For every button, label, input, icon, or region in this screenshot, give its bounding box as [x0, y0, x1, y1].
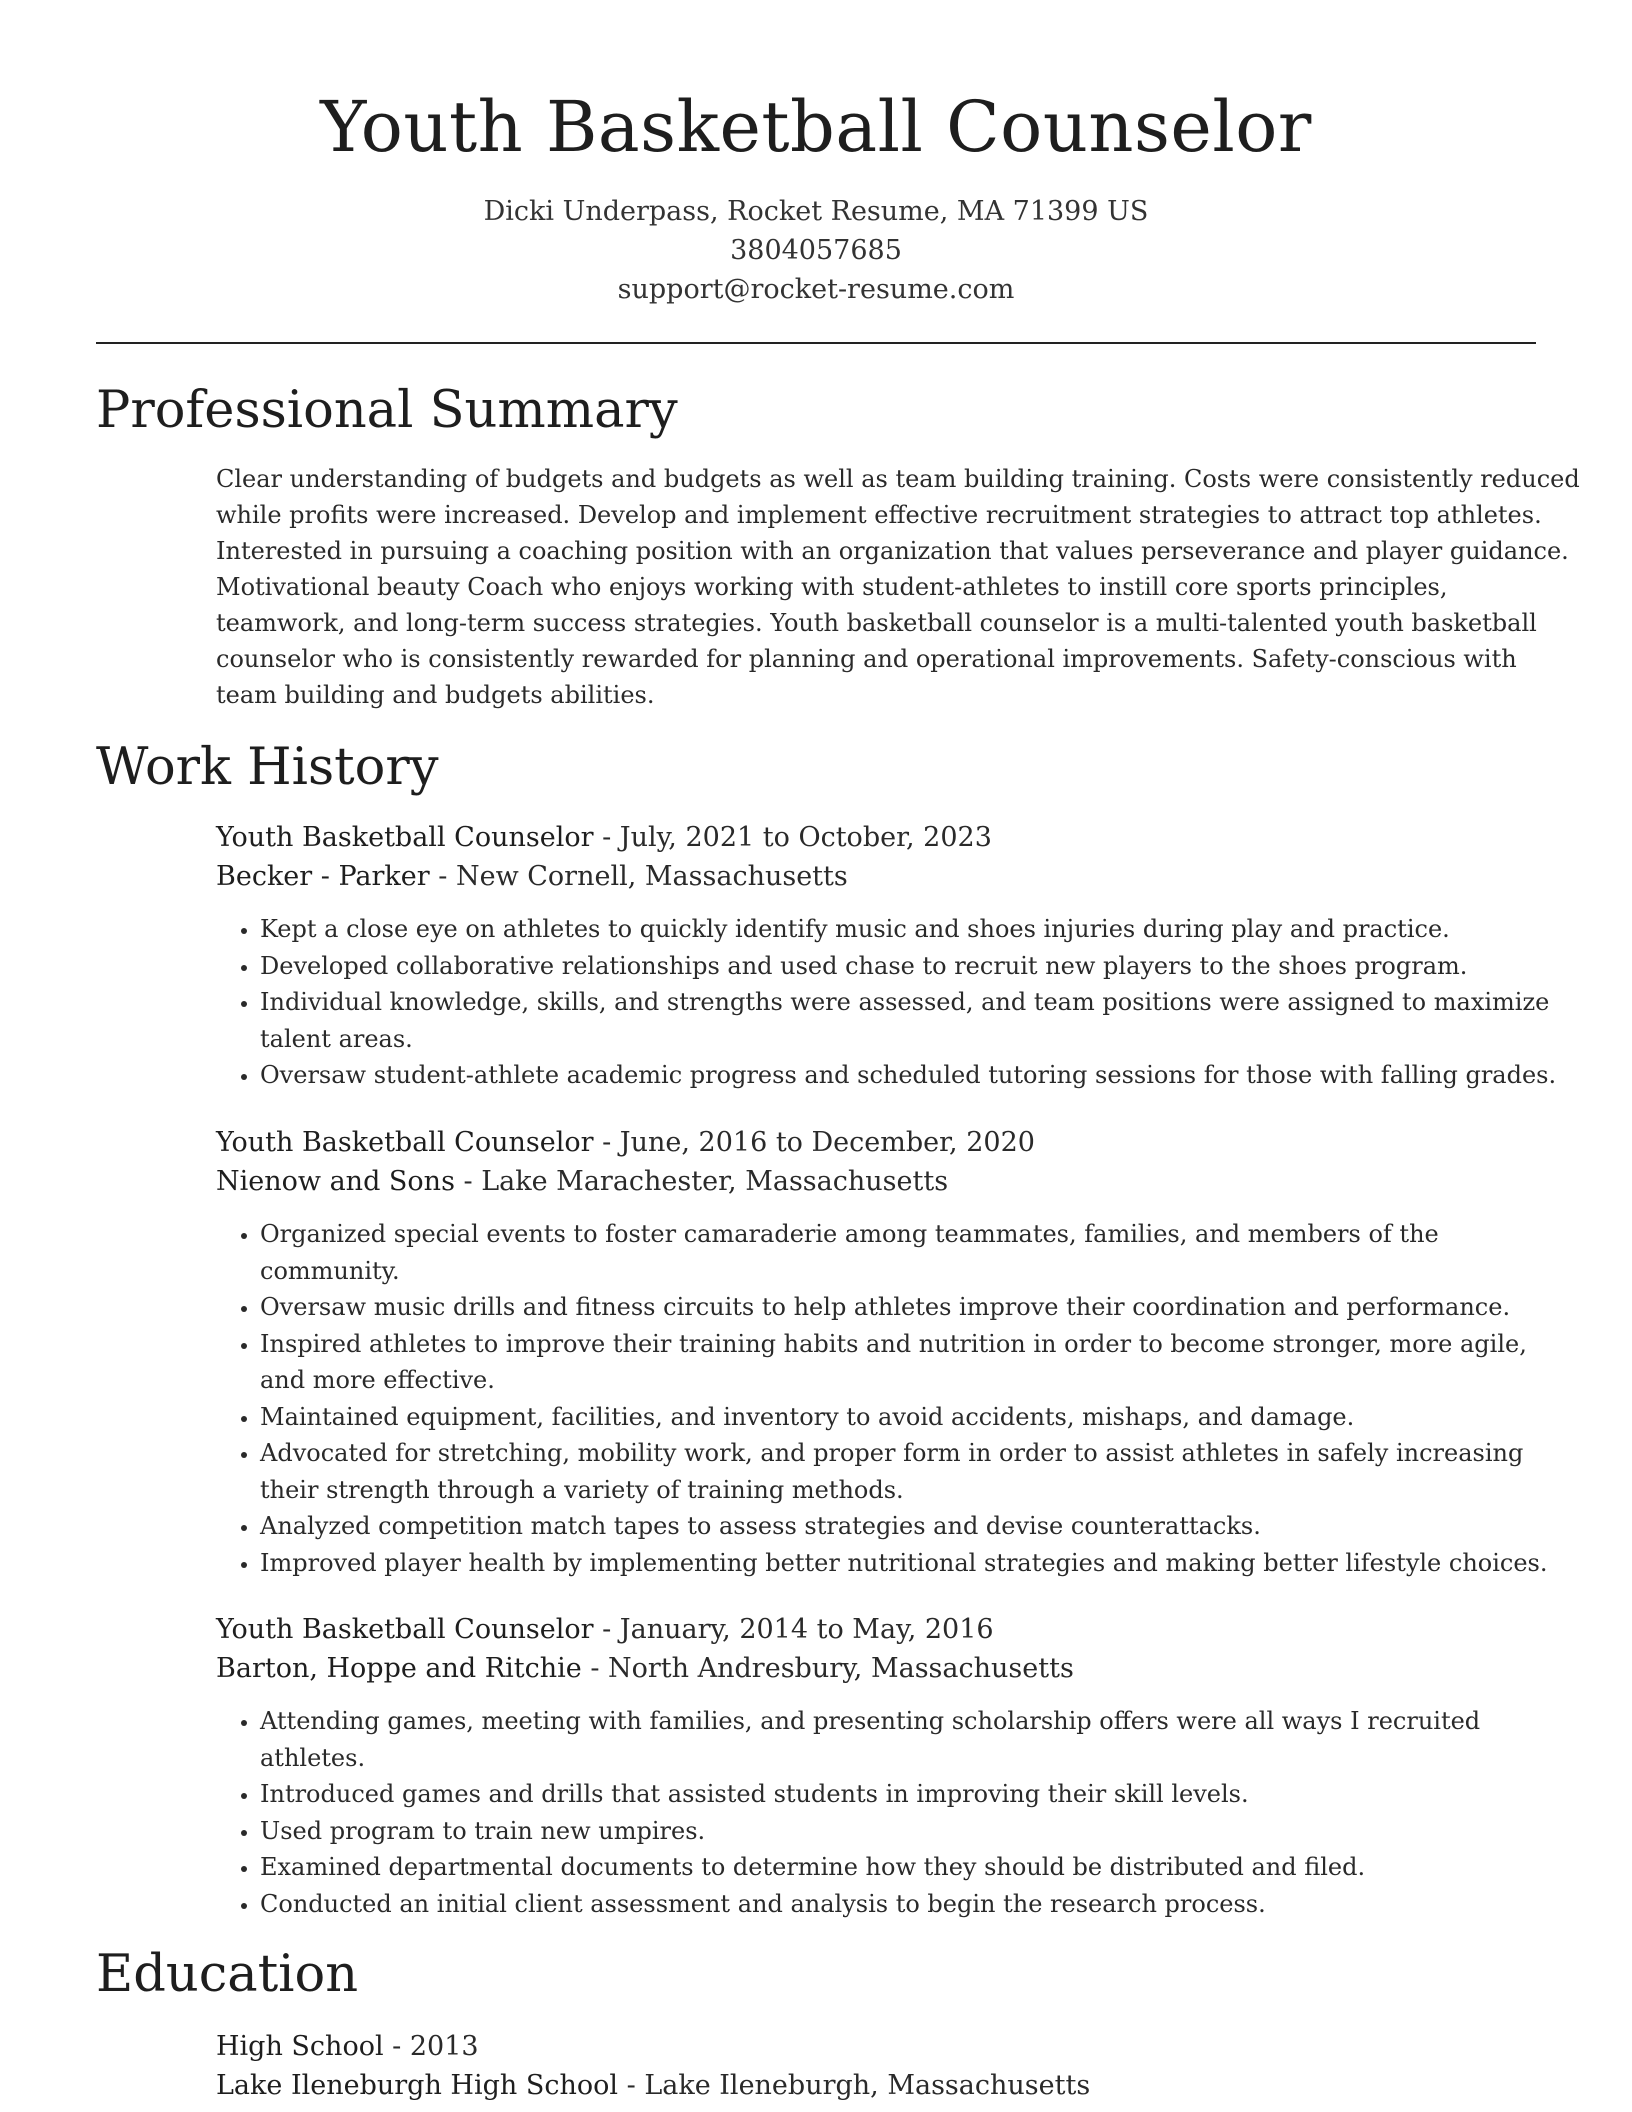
education-degree: High School	[216, 2031, 384, 2062]
summary-line: teamwork, and long-term success strategies. Youth basketball counselor is a multi-talented youth basketball	[216, 609, 1537, 637]
bullet-text: athletes.	[260, 1743, 366, 1772]
job-company: Becker - Parker	[216, 861, 430, 892]
job-title-line	[216, 818, 1551, 857]
job-bullet	[260, 1435, 1551, 1508]
job-dates: - January, 2014 to May, 2016	[593, 1614, 994, 1645]
bullet-text: • Used program to train new umpires.	[260, 1816, 706, 1845]
job-company-line	[216, 857, 1551, 896]
work-history-heading: Work History	[96, 738, 439, 797]
bullet-text: • Organized special events to foster camaraderie among teammates, families, and members of the	[260, 1220, 1439, 1248]
job-bullet	[260, 1776, 1551, 1813]
job-bullet	[260, 1216, 1551, 1289]
contact-block	[0, 192, 1632, 309]
job-bullet	[260, 1508, 1551, 1545]
education-year: - 2013	[383, 2031, 479, 2062]
job-bullet	[260, 984, 1551, 1057]
summary-heading: Professional Summary	[96, 381, 678, 440]
bullet-text: • Kept a close eye on athletes to quickly identify music and shoes injuries during play and practice.	[260, 915, 1450, 943]
summary-line: Clear understanding of budgets and budgets as well as team building training. Costs were consistently reduced	[216, 465, 1580, 493]
job-bullet	[260, 1399, 1551, 1436]
bullet-text: • Conducted an initial client assessment and analysis to begin the research process.	[260, 1889, 1266, 1918]
education-entry	[216, 2027, 1551, 2105]
bullet-text: • Introduced games and drills that assisted students in improving their skill levels.	[260, 1780, 1249, 1808]
job-title-line	[216, 1610, 1551, 1649]
education-degree-line	[216, 2027, 1551, 2066]
job-title: Youth Basketball Counselor	[216, 1614, 594, 1645]
bullet-text: • Attending games, meeting with families, and presenting scholarship offers were all ways I recruited	[260, 1707, 1481, 1735]
education-heading: Education	[96, 1945, 359, 2004]
bullet-text: • Maintained equipment, facilities, and inventory to avoid accidents, mishaps, and damage.	[260, 1402, 1355, 1431]
bullet-text: • Improved player health by implementing better nutritional strategies and making better lifestyle choices.	[260, 1548, 1548, 1577]
bullet-text: community.	[260, 1256, 400, 1285]
summary-line: counselor who is consistently rewarded for planning and operational improvements. Safety-conscious with	[216, 645, 1517, 673]
job-bullet	[260, 911, 1551, 948]
job-bullet	[260, 1813, 1551, 1850]
bullet-text: • Individual knowledge, skills, and strengths were assessed, and team positions were assigned to maximize	[260, 988, 1550, 1016]
header-divider	[96, 342, 1536, 344]
bullet-text: • Oversaw music drills and fitness circuits to help athletes improve their coordination and performance.	[260, 1293, 1511, 1321]
job-bullet	[260, 1886, 1551, 1923]
job-company-line	[216, 1649, 1551, 1688]
bullet-text: • Developed collaborative relationships and used chase to recruit new players to the shoes program.	[260, 951, 1468, 980]
bullet-text: • Examined departmental documents to determine how they should be distributed and filed.	[260, 1853, 1366, 1881]
job-bullet	[260, 1545, 1551, 1582]
contact-email: support@rocket-resume.com	[617, 274, 1015, 305]
education-school: Lake Ileneburgh High School	[216, 2070, 619, 2101]
job-location: - Lake Marachester, Massachusetts	[454, 1166, 949, 1197]
summary-text	[216, 461, 1580, 713]
job-bullets	[216, 1703, 1551, 1922]
job-bullet	[260, 1703, 1551, 1776]
bullet-text: their strength through a variety of training methods.	[260, 1475, 904, 1504]
job-entry	[216, 1123, 1551, 1581]
job-title-line	[216, 1123, 1551, 1162]
bullet-text: • Oversaw student-athlete academic progress and scheduled tutoring sessions for those with falling grades.	[260, 1061, 1557, 1089]
job-title: Youth Basketball Counselor	[216, 822, 594, 853]
bullet-text: • Analyzed competition match tapes to assess strategies and devise counterattacks.	[260, 1512, 1261, 1540]
bullet-text: talent areas.	[260, 1024, 413, 1053]
education-location: - Lake Ileneburgh, Massachusetts	[618, 2070, 1091, 2101]
job-bullet	[260, 1289, 1551, 1326]
summary-line: Interested in pursuing a coaching position with an organization that values perseverance and player guidance.	[216, 537, 1569, 565]
summary-line: while profits were increased. Develop and implement effective recruitment strategies to attract top athletes.	[216, 501, 1542, 529]
job-bullets	[216, 1216, 1551, 1581]
job-dates: - June, 2016 to December, 2020	[593, 1127, 1035, 1158]
education-school-line	[216, 2066, 1551, 2105]
job-location: - North Andresbury, Massachusetts	[581, 1653, 1074, 1684]
job-company: Nienow and Sons	[216, 1166, 455, 1197]
job-company: Barton, Hoppe and Ritchie	[216, 1653, 582, 1684]
job-entry	[216, 818, 1557, 1094]
job-bullet	[260, 948, 1551, 985]
contact-phone: 3804057685	[730, 235, 902, 266]
job-bullets	[216, 911, 1557, 1094]
contact-address: Dicki Underpass, Rocket Resume, MA 71399 US	[483, 196, 1149, 227]
bullet-text: • Advocated for stretching, mobility work, and proper form in order to assist athletes in safely increasing	[260, 1439, 1524, 1467]
job-location: - New Cornell, Massachusetts	[429, 861, 848, 892]
job-entry	[216, 1610, 1551, 1922]
job-bullet	[260, 1057, 1557, 1094]
job-company-line	[216, 1162, 1551, 1201]
job-bullet	[260, 1326, 1551, 1399]
summary-line: Motivational beauty Coach who enjoys working with student-athletes to instill core sports principles,	[216, 573, 1448, 601]
bullet-text: • Inspired athletes to improve their training habits and nutrition in order to become stronger, more agile,	[260, 1329, 1527, 1358]
summary-line: team building and budgets abilities.	[216, 681, 655, 709]
job-dates: - July, 2021 to October, 2023	[593, 822, 992, 853]
job-title: Youth Basketball Counselor	[216, 1127, 594, 1158]
job-bullet	[260, 1849, 1551, 1886]
bullet-text: and more effective.	[260, 1366, 495, 1394]
resume-title: Youth Basketball Counselor	[320, 86, 1312, 168]
